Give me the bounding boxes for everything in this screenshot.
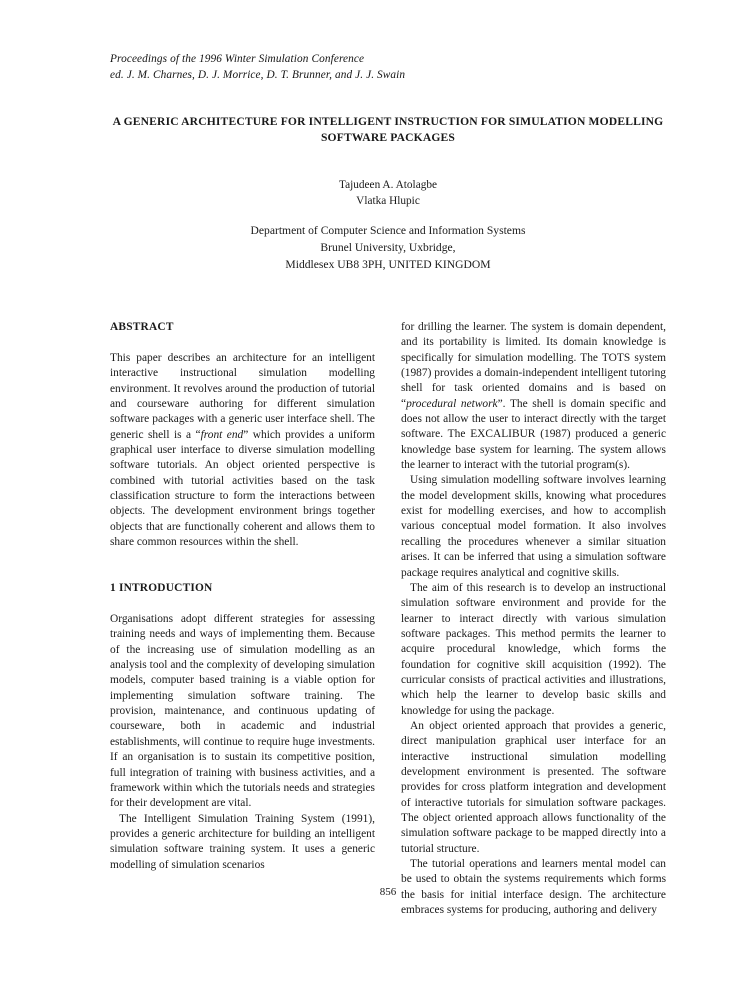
page-content bbox=[110, 0, 666, 1000]
proceedings-header bbox=[110, 52, 630, 83]
author-1: Tajudeen A. Atolagbe bbox=[338, 179, 438, 191]
proceedings-line-2: ed. J. M. Charnes, D. J. Morrice, D. T. Brunner, and J. J. Swain bbox=[110, 68, 406, 81]
spacer bbox=[110, 334, 375, 351]
right-par-1-italic-term: procedural network bbox=[406, 397, 498, 410]
right-paragraph-4: An object oriented approach that provides a generic, direct manipulation graphical user interface for an interactive instructional simulation modelling development environment is presented. The software provides for cross platform integration and development of interactive tutorials for simulation software packages. The object oriented approach allows functionality of the simulation software package to be mapped directly into a tutorial structure. bbox=[401, 719, 666, 855]
right-paragraph-1 bbox=[401, 320, 666, 473]
spacer bbox=[110, 595, 375, 612]
right-par-1-part-2: ”. The shell is domain specific and does not allow the user to interact directly with the target software. The EXCALIBUR (1987) produced a generic knowledge base system for learning. The system allows the learner to interact with the tutorial program(s). bbox=[401, 397, 666, 472]
title-line-1: A GENERIC ARCHITECTURE FOR INTELLIGENT INSTRUCTION FOR SIMULATION MODELLING bbox=[112, 115, 664, 128]
title-line-2: SOFTWARE PACKAGES bbox=[320, 131, 456, 144]
right-column bbox=[401, 320, 666, 918]
author-2: Vlatka Hlupic bbox=[356, 194, 420, 207]
spacer bbox=[110, 550, 375, 565]
right-paragraph-2: Using simulation modelling software involves learning the model development skills, knowing what procedures exist for modelling exercises, and how to accomplish various conceptual model formation. It also involves recalling the procedures whenever a similar situation arises. It can be inferred that using a simulation software package requires analytical and cognitive skills. bbox=[401, 474, 666, 579]
abstract-heading: ABSTRACT bbox=[110, 321, 174, 333]
introduction-paragraph-1: Organisations adopt different strategies for assessing training needs and ways of implementing them. Because of the increasing use of simulation modelling as an analysis tool and the complexity of developing simulation models, computer based training is a viable option for implementing simulation software training. The provision, maintenance, and continuous updating of courseware, both in academic and industrial establishments, will continue to require huge investments. If an organisation is to sustain its competitive position, full integration of training with business activities, and a framework within which the tutorials needs and strategies for their development are vital. bbox=[110, 613, 375, 810]
page-number: 856 bbox=[379, 886, 397, 898]
abstract-text-part-2: ” which provides a uniform graphical user interface to diverse simulation modelling software tutorials. An object oriented perspective is combined with tutorial activities based on the task classification structure to form the interactions between objects. The development environment brings together objects that are functionally coherent and allows them to share common resources within the shell. bbox=[110, 428, 376, 549]
affiliation-line-3: Middlesex UB8 3PH, UNITED KINGDOM bbox=[285, 258, 491, 271]
abstract-text-part-1: This paper describes an architecture for an intelligent interactive instructional simulation modelling environment. It revolves around the production of tutorial and courseware authoring for different simulation software packages with a generic user interface shell. The generic shell is a “ bbox=[110, 352, 375, 441]
affiliation-block bbox=[110, 222, 666, 273]
right-paragraph-3: The aim of this research is to develop an instructional simulation software environment and provide for the learner to interact directly with various simulation software packages. This method permits the learner to acquire procedural knowledge, which forms the foundation for cognitive skill acquisition (1992). The curricular consists of practical activities and illustrations, which help the learner to develop basic skills and knowledge for using the package. bbox=[401, 581, 666, 717]
proceedings-line-1: Proceedings of the 1996 Winter Simulation Conference bbox=[110, 53, 365, 65]
abstract-paragraph bbox=[110, 351, 375, 550]
right-par-1-part-1: for drilling the learner. The system is domain dependent, and its portability is limited. Its domain knowledge is specifically for simulation modelling. The TOTS system (1987) provides a domain-independent intelligent tutoring shell for task oriented domains and is based on “ bbox=[401, 321, 666, 410]
author-list bbox=[110, 178, 666, 209]
introduction-paragraph-2: The Intelligent Simulation Training System (1991), provides a generic architecture for building an intelligent simulation software training system. It uses a generic modelling of simulation scenarios bbox=[110, 812, 375, 871]
right-paragraph-5: The tutorial operations and learners mental model can be used to obtain the systems requirements which forms the basis for initial interface design. The architecture embraces systems for producing, authoring and delivery bbox=[401, 858, 666, 917]
introduction-heading: 1 INTRODUCTION bbox=[110, 582, 213, 595]
affiliation-line-1: Department of Computer Science and Information Systems bbox=[250, 224, 526, 237]
affiliation-line-2: Brunel University, Uxbridge, bbox=[320, 241, 456, 254]
page-title bbox=[110, 114, 666, 146]
abstract-italic-term: front end bbox=[200, 428, 244, 441]
left-column bbox=[110, 320, 375, 873]
spacer bbox=[110, 566, 375, 581]
